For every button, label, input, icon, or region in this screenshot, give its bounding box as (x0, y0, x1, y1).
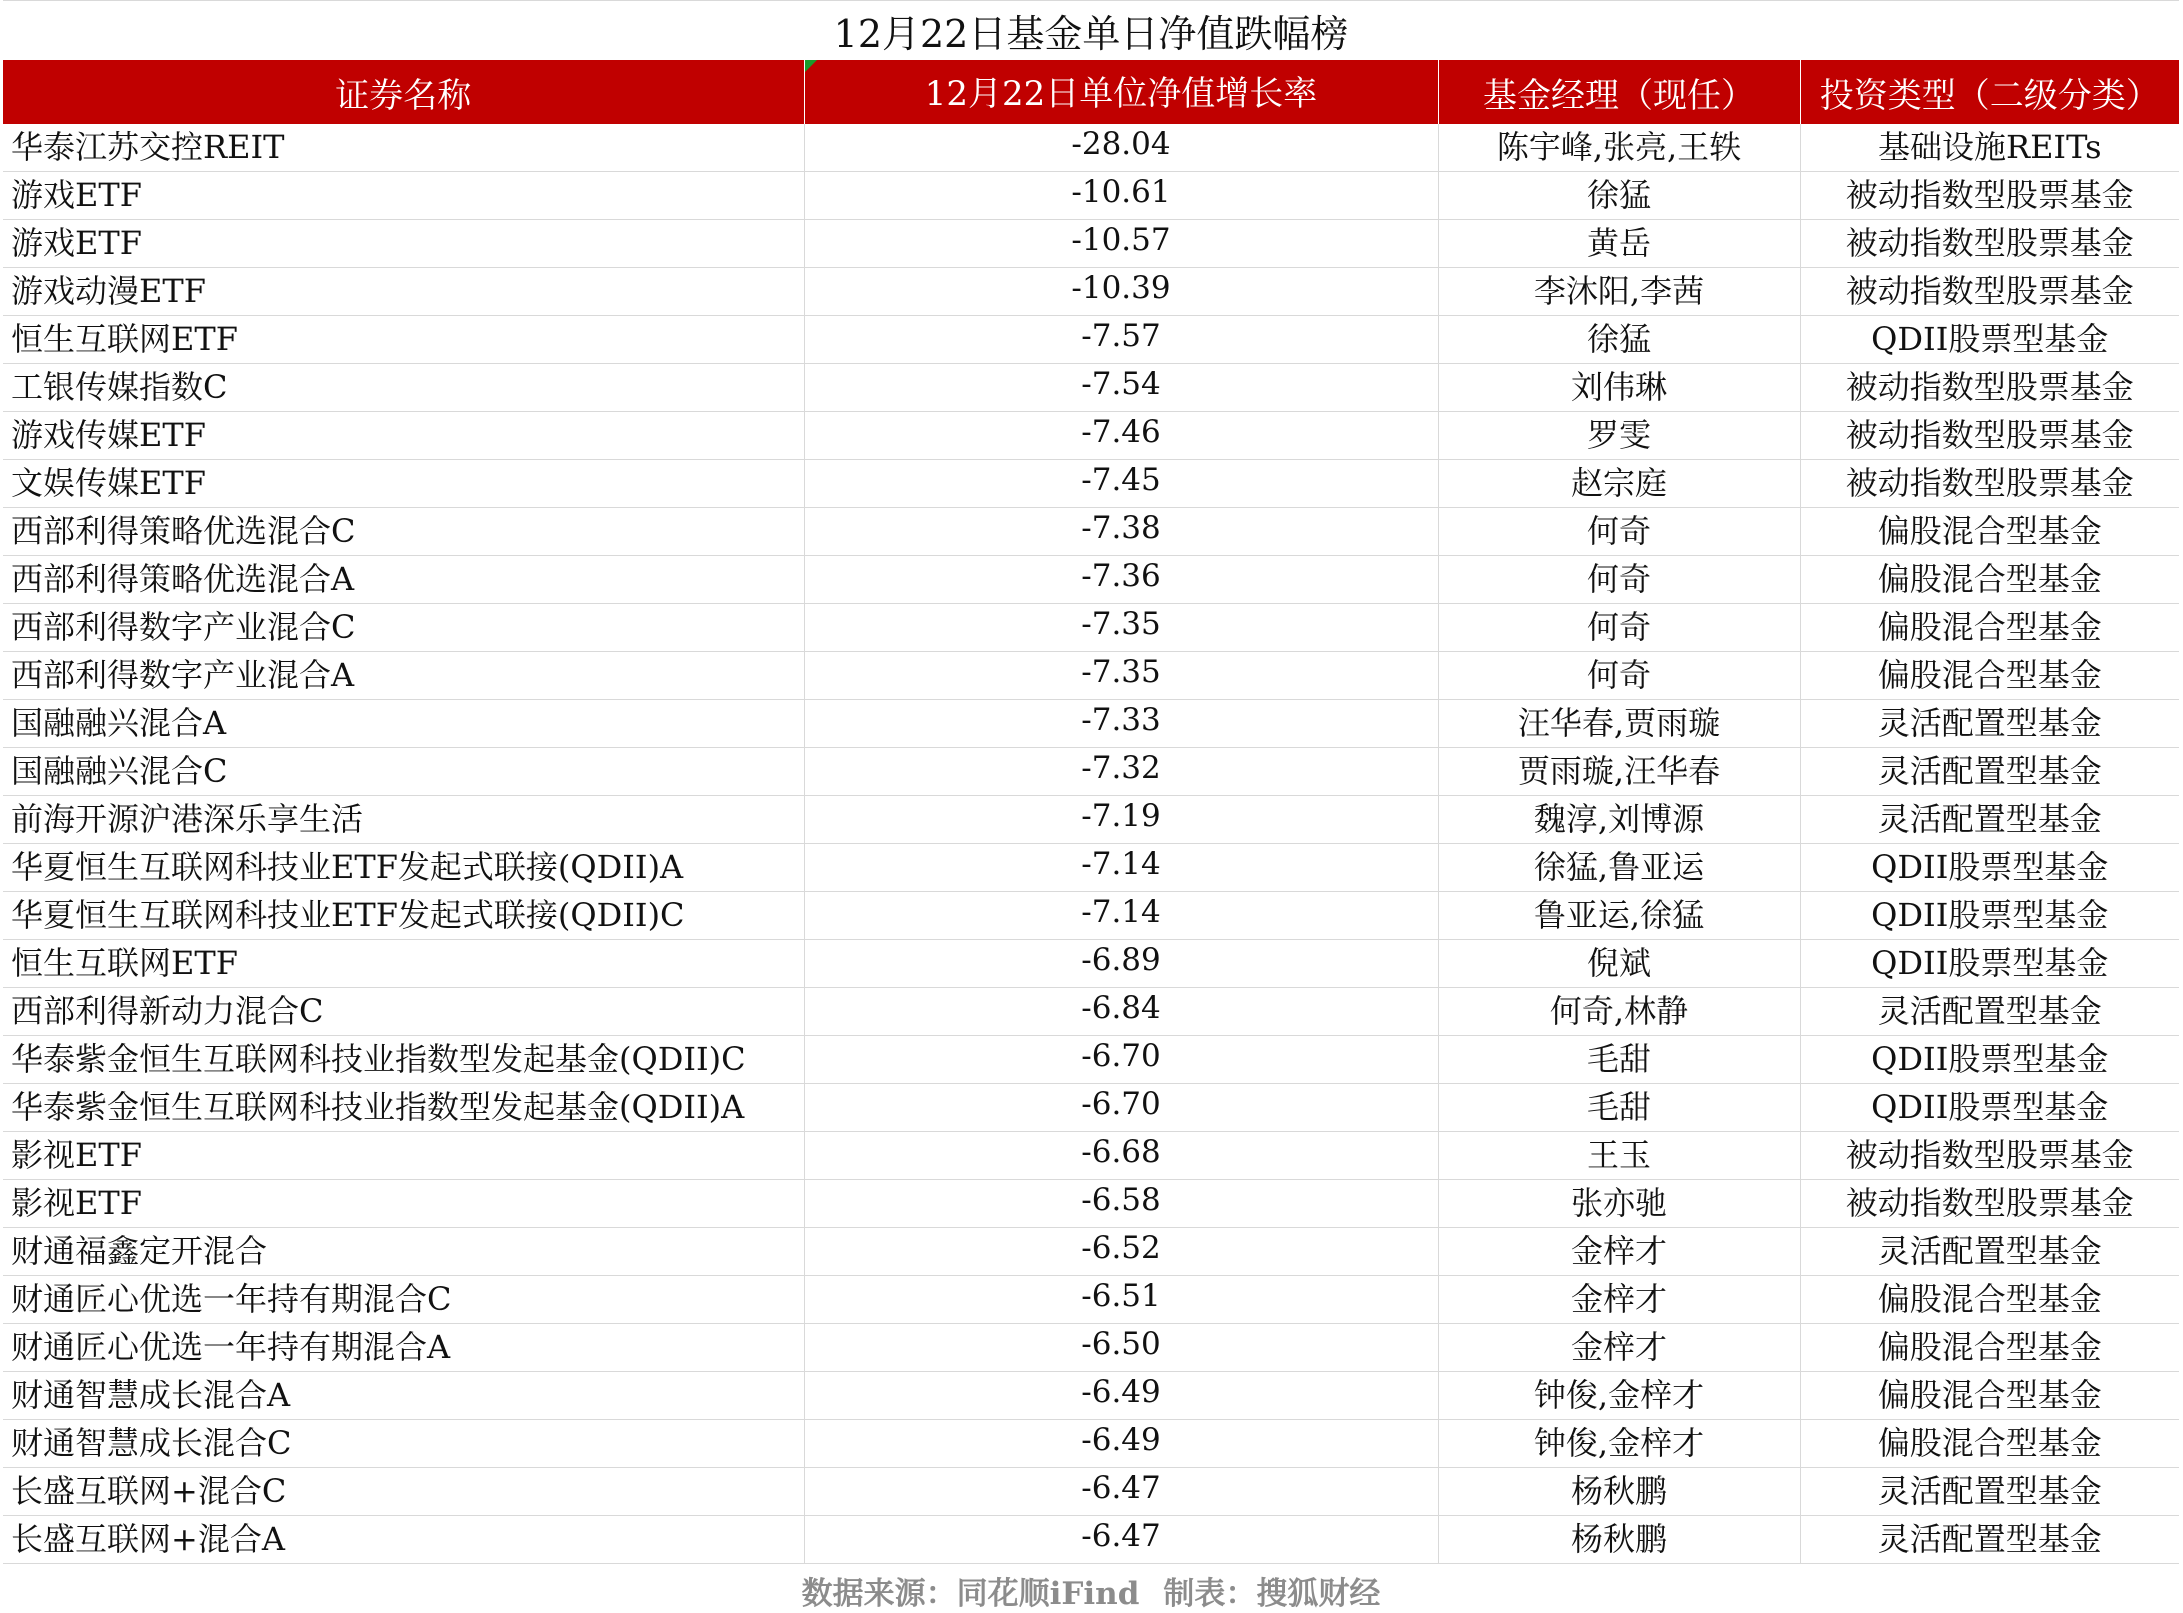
table-row (3, 124, 2179, 172)
cell-fund-manager[interactable]: 魏淳,刘博源 (1438, 796, 1800, 844)
cell-fund-manager[interactable]: 刘伟琳 (1438, 364, 1800, 412)
cell-fund-manager[interactable]: 何奇 (1438, 652, 1800, 700)
cell-investment-type[interactable]: 偏股混合型基金 (1800, 1324, 2179, 1372)
cell-investment-type[interactable]: 灵活配置型基金 (1800, 748, 2179, 796)
cell-security-name[interactable]: 财通智慧成长混合C (3, 1420, 804, 1468)
cell-nav-growth-rate[interactable]: -10.39 (804, 268, 1438, 316)
cell-fund-manager[interactable]: 倪斌 (1438, 940, 1800, 988)
fund-decline-table (3, 60, 2179, 1564)
table-row (3, 316, 2179, 364)
cell-nav-growth-rate[interactable]: -6.52 (804, 1228, 1438, 1276)
table-row (3, 988, 2179, 1036)
cell-fund-manager[interactable]: 鲁亚运,徐猛 (1438, 892, 1800, 940)
cell-security-name[interactable]: 游戏ETF (3, 172, 804, 220)
cell-investment-type[interactable]: 偏股混合型基金 (1800, 1276, 2179, 1324)
header-investment-type[interactable]: 投资类型（二级分类） (1800, 60, 2179, 124)
cell-investment-type[interactable]: 偏股混合型基金 (1800, 652, 2179, 700)
table-row (3, 1516, 2179, 1564)
cell-investment-type[interactable]: 被动指数型股票基金 (1800, 1132, 2179, 1180)
table-row (3, 460, 2179, 508)
cell-security-name[interactable]: 前海开源沪港深乐享生活 (3, 796, 804, 844)
cell-nav-growth-rate[interactable]: -7.38 (804, 508, 1438, 556)
cell-security-name[interactable]: 西部利得数字产业混合C (3, 604, 804, 652)
table-row (3, 172, 2179, 220)
cell-nav-growth-rate[interactable]: -10.61 (804, 172, 1438, 220)
cell-investment-type[interactable]: 偏股混合型基金 (1800, 1372, 2179, 1420)
cell-fund-manager[interactable]: 钟俊,金梓才 (1438, 1372, 1800, 1420)
cell-fund-manager[interactable]: 毛甜 (1438, 1084, 1800, 1132)
header-fund-manager[interactable]: 基金经理（现任） (1438, 60, 1800, 124)
table-row (3, 1084, 2179, 1132)
cell-security-name[interactable]: 恒生互联网ETF (3, 316, 804, 364)
cell-nav-growth-rate[interactable]: -6.70 (804, 1084, 1438, 1132)
cell-investment-type[interactable]: 被动指数型股票基金 (1800, 412, 2179, 460)
table-title: 12月22日基金单日净值跌幅榜 (3, 0, 2179, 60)
cell-fund-manager[interactable]: 杨秋鹏 (1438, 1516, 1800, 1564)
cell-nav-growth-rate[interactable]: -6.47 (804, 1516, 1438, 1564)
cell-fund-manager[interactable]: 何奇 (1438, 556, 1800, 604)
cell-nav-growth-rate[interactable]: -7.54 (804, 364, 1438, 412)
table-row (3, 1180, 2179, 1228)
cell-security-name[interactable]: 影视ETF (3, 1180, 804, 1228)
cell-investment-type[interactable]: 基础设施REITs (1800, 124, 2179, 172)
cell-security-name[interactable]: 长盛互联网+混合A (3, 1516, 804, 1564)
cell-nav-growth-rate[interactable]: -6.84 (804, 988, 1438, 1036)
spreadsheet (3, 0, 2179, 1613)
cell-investment-type[interactable]: QDII股票型基金 (1800, 940, 2179, 988)
cell-nav-growth-rate[interactable]: -7.33 (804, 700, 1438, 748)
table-row (3, 220, 2179, 268)
cell-nav-growth-rate[interactable]: -6.49 (804, 1420, 1438, 1468)
cell-nav-growth-rate[interactable]: -6.50 (804, 1324, 1438, 1372)
cell-security-name[interactable]: 游戏ETF (3, 220, 804, 268)
cell-investment-type[interactable]: 偏股混合型基金 (1800, 1420, 2179, 1468)
cell-investment-type[interactable]: 偏股混合型基金 (1800, 604, 2179, 652)
cell-fund-manager[interactable]: 何奇 (1438, 508, 1800, 556)
cell-investment-type[interactable]: QDII股票型基金 (1800, 1084, 2179, 1132)
cell-security-name[interactable]: 恒生互联网ETF (3, 940, 804, 988)
table-row (3, 748, 2179, 796)
cell-investment-type[interactable]: 偏股混合型基金 (1800, 508, 2179, 556)
cell-nav-growth-rate[interactable]: -6.47 (804, 1468, 1438, 1516)
cell-security-name[interactable]: 游戏传媒ETF (3, 412, 804, 460)
cell-fund-manager[interactable]: 金梓才 (1438, 1324, 1800, 1372)
table-row (3, 556, 2179, 604)
header-nav-growth-rate[interactable] (804, 60, 1438, 124)
cell-nav-growth-rate[interactable]: -7.35 (804, 652, 1438, 700)
cell-nav-growth-rate[interactable]: -7.35 (804, 604, 1438, 652)
table-row (3, 700, 2179, 748)
cell-nav-growth-rate[interactable]: -7.14 (804, 892, 1438, 940)
header-row (3, 60, 2179, 124)
cell-security-name[interactable]: 文娱传媒ETF (3, 460, 804, 508)
cell-fund-manager[interactable]: 汪华春,贾雨璇 (1438, 700, 1800, 748)
cell-fund-manager[interactable]: 陈宇峰,张亮,王轶 (1438, 124, 1800, 172)
cell-investment-type[interactable]: 灵活配置型基金 (1800, 1468, 2179, 1516)
data-source: 数据来源：同花顺iFind (801, 1575, 1140, 1612)
cell-security-name[interactable]: 长盛互联网+混合C (3, 1468, 804, 1516)
cell-investment-type[interactable]: 被动指数型股票基金 (1800, 364, 2179, 412)
cell-fund-manager[interactable]: 何奇 (1438, 604, 1800, 652)
cell-security-name[interactable]: 华夏恒生互联网科技业ETF发起式联接(QDII)A (3, 844, 804, 892)
cell-fund-manager[interactable]: 张亦驰 (1438, 1180, 1800, 1228)
cell-investment-type[interactable]: 被动指数型股票基金 (1800, 1180, 2179, 1228)
cell-fund-manager[interactable]: 李沐阳,李茜 (1438, 268, 1800, 316)
cell-fund-manager[interactable]: 毛甜 (1438, 1036, 1800, 1084)
table-row (3, 892, 2179, 940)
cell-nav-growth-rate[interactable]: -6.58 (804, 1180, 1438, 1228)
cell-investment-type[interactable]: 被动指数型股票基金 (1800, 460, 2179, 508)
table-row (3, 796, 2179, 844)
table-row (3, 1372, 2179, 1420)
cell-security-name[interactable]: 华泰紫金恒生互联网科技业指数型发起基金(QDII)C (3, 1036, 804, 1084)
cell-security-name[interactable]: 西部利得策略优选混合C (3, 508, 804, 556)
cell-security-name[interactable]: 财通匠心优选一年持有期混合C (3, 1276, 804, 1324)
table-row (3, 604, 2179, 652)
table-row (3, 940, 2179, 988)
cell-fund-manager[interactable]: 何奇,林静 (1438, 988, 1800, 1036)
cell-nav-growth-rate[interactable]: -6.68 (804, 1132, 1438, 1180)
cell-fund-manager[interactable]: 徐猛 (1438, 172, 1800, 220)
table-row (3, 1468, 2179, 1516)
cell-fund-manager[interactable]: 金梓才 (1438, 1228, 1800, 1276)
cell-security-name[interactable]: 工银传媒指数C (3, 364, 804, 412)
table-row (3, 1420, 2179, 1468)
cell-security-name[interactable]: 游戏动漫ETF (3, 268, 804, 316)
cell-nav-growth-rate[interactable]: -7.57 (804, 316, 1438, 364)
cell-investment-type[interactable]: 偏股混合型基金 (1800, 556, 2179, 604)
table-row (3, 652, 2179, 700)
table-row (3, 508, 2179, 556)
cell-nav-growth-rate[interactable]: -7.45 (804, 460, 1438, 508)
cell-nav-growth-rate[interactable]: -7.46 (804, 412, 1438, 460)
cell-investment-type[interactable]: 被动指数型股票基金 (1800, 172, 2179, 220)
cell-investment-type[interactable]: QDII股票型基金 (1800, 844, 2179, 892)
cell-fund-manager[interactable]: 徐猛,鲁亚运 (1438, 844, 1800, 892)
cell-nav-growth-rate[interactable]: -7.14 (804, 844, 1438, 892)
header-security-name[interactable]: 证券名称 (3, 60, 804, 124)
table-row (3, 1228, 2179, 1276)
cell-nav-growth-rate[interactable]: -7.36 (804, 556, 1438, 604)
cell-nav-growth-rate[interactable]: -6.51 (804, 1276, 1438, 1324)
table-row (3, 412, 2179, 460)
cell-security-name[interactable]: 财通福鑫定开混合 (3, 1228, 804, 1276)
cell-security-name[interactable]: 西部利得新动力混合C (3, 988, 804, 1036)
cell-nav-growth-rate[interactable]: -7.19 (804, 796, 1438, 844)
cell-security-name[interactable]: 影视ETF (3, 1132, 804, 1180)
cell-fund-manager[interactable]: 钟俊,金梓才 (1438, 1420, 1800, 1468)
table-row (3, 844, 2179, 892)
cell-fund-manager[interactable]: 王玉 (1438, 1132, 1800, 1180)
cell-nav-growth-rate[interactable]: -6.89 (804, 940, 1438, 988)
cell-investment-type[interactable]: QDII股票型基金 (1800, 1036, 2179, 1084)
cell-security-name[interactable]: 西部利得数字产业混合A (3, 652, 804, 700)
table-row (3, 268, 2179, 316)
table-row (3, 1324, 2179, 1372)
table-row (3, 1132, 2179, 1180)
cell-fund-manager[interactable]: 金梓才 (1438, 1276, 1800, 1324)
cell-investment-type[interactable]: QDII股票型基金 (1800, 892, 2179, 940)
table-row (3, 364, 2179, 412)
cell-security-name[interactable]: 财通智慧成长混合A (3, 1372, 804, 1420)
cell-investment-type[interactable]: 被动指数型股票基金 (1800, 220, 2179, 268)
cell-security-name[interactable]: 西部利得策略优选混合A (3, 556, 804, 604)
cell-security-name[interactable]: 华泰紫金恒生互联网科技业指数型发起基金(QDII)A (3, 1084, 804, 1132)
cell-security-name[interactable]: 华夏恒生互联网科技业ETF发起式联接(QDII)C (3, 892, 804, 940)
cell-security-name[interactable]: 华泰江苏交控REIT (3, 124, 804, 172)
cell-investment-type[interactable]: 灵活配置型基金 (1800, 988, 2179, 1036)
cell-comment-marker (805, 60, 817, 72)
cell-fund-manager[interactable]: 贾雨璇,汪华春 (1438, 748, 1800, 796)
cell-investment-type[interactable]: 灵活配置型基金 (1800, 700, 2179, 748)
cell-nav-growth-rate[interactable]: -6.49 (804, 1372, 1438, 1420)
footer-note (3, 1567, 2179, 1613)
cell-fund-manager[interactable]: 徐猛 (1438, 316, 1800, 364)
cell-nav-growth-rate[interactable]: -6.70 (804, 1036, 1438, 1084)
cell-nav-growth-rate[interactable]: -7.32 (804, 748, 1438, 796)
table-row (3, 1276, 2179, 1324)
header-nav-growth-rate-label: 12月22日单位净值增长率 (924, 74, 1318, 114)
cell-nav-growth-rate[interactable]: -10.57 (804, 220, 1438, 268)
cell-nav-growth-rate[interactable]: -28.04 (804, 124, 1438, 172)
cell-fund-manager[interactable]: 杨秋鹏 (1438, 1468, 1800, 1516)
cell-investment-type[interactable]: 灵活配置型基金 (1800, 1228, 2179, 1276)
cell-fund-manager[interactable]: 罗雯 (1438, 412, 1800, 460)
cell-security-name[interactable]: 国融融兴混合A (3, 700, 804, 748)
cell-investment-type[interactable]: 被动指数型股票基金 (1800, 268, 2179, 316)
cell-investment-type[interactable]: 灵活配置型基金 (1800, 1516, 2179, 1564)
cell-fund-manager[interactable]: 赵宗庭 (1438, 460, 1800, 508)
cell-investment-type[interactable]: 灵活配置型基金 (1800, 796, 2179, 844)
table-row (3, 1036, 2179, 1084)
table-maker: 制表：搜狐财经 (1163, 1575, 1381, 1612)
cell-security-name[interactable]: 国融融兴混合C (3, 748, 804, 796)
cell-security-name[interactable]: 财通匠心优选一年持有期混合A (3, 1324, 804, 1372)
cell-fund-manager[interactable]: 黄岳 (1438, 220, 1800, 268)
cell-investment-type[interactable]: QDII股票型基金 (1800, 316, 2179, 364)
